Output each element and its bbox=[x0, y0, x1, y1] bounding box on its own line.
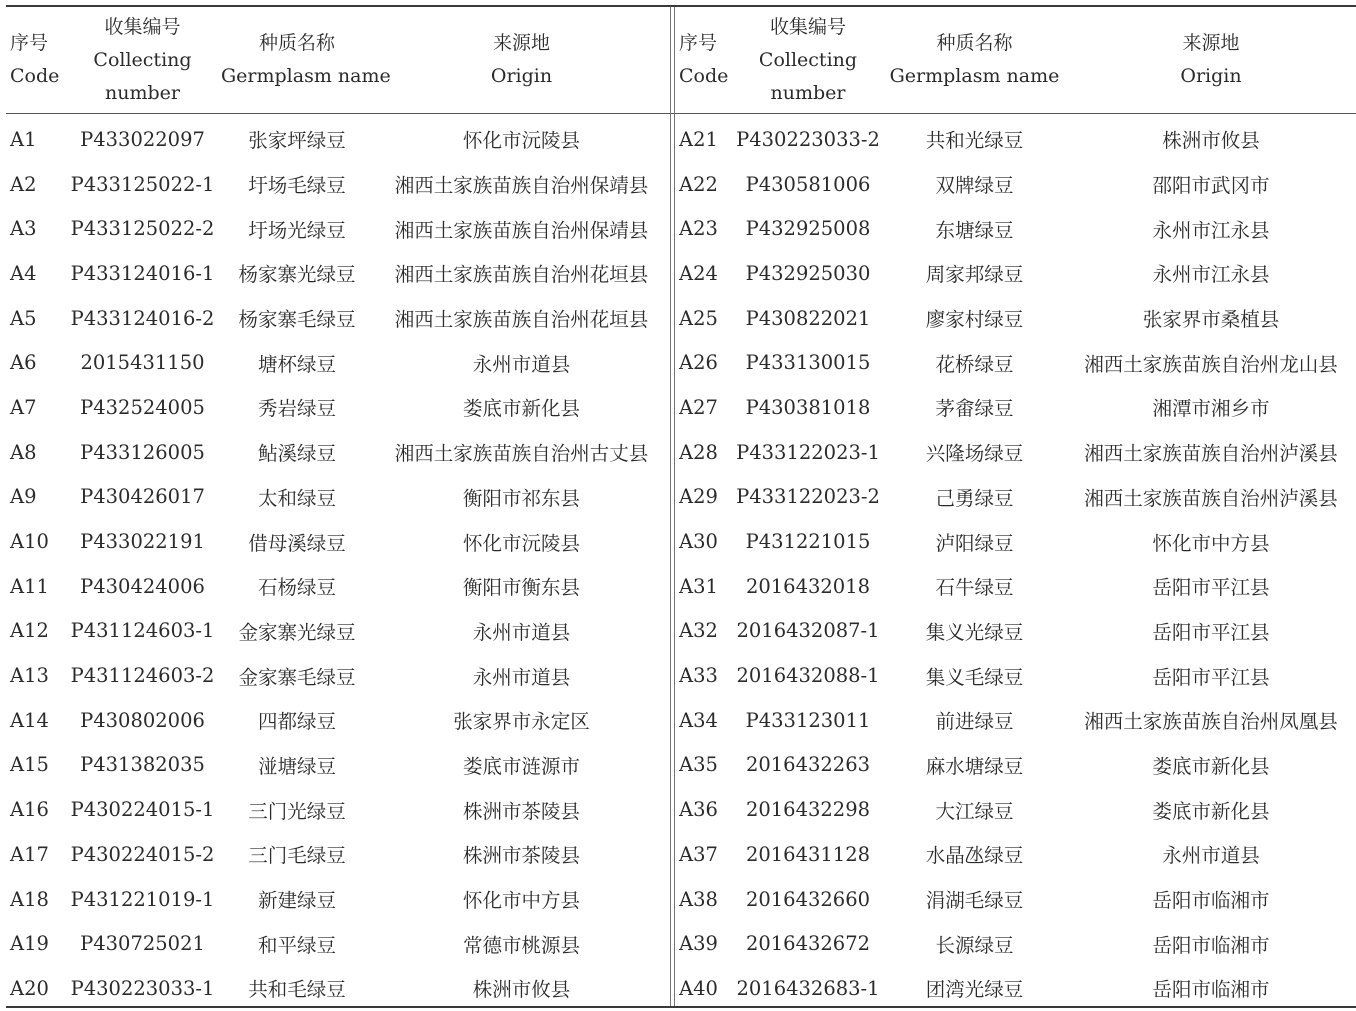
table-row bbox=[6, 251, 670, 296]
cell-collecting-number: 2016432660 bbox=[745, 887, 871, 911]
cell-germplasm-name: 张家坪绿豆 bbox=[248, 129, 346, 153]
header-germplasm-name: 种质名称 Germplasm name bbox=[889, 32, 1060, 87]
cell-origin: 岳阳市平江县 bbox=[1152, 576, 1270, 600]
cell-origin: 张家界市永定区 bbox=[453, 710, 590, 734]
cell-collecting-number: 2016432672 bbox=[745, 932, 871, 956]
cell-code: A32 bbox=[679, 619, 718, 643]
cell-origin: 湘西土家族苗族自治州泸溪县 bbox=[1084, 442, 1338, 466]
cell-code: A1 bbox=[10, 127, 37, 151]
cell-collecting-number: P431382035 bbox=[80, 753, 205, 777]
cell-code: A10 bbox=[10, 530, 49, 554]
cell-origin: 株洲市茶陵县 bbox=[462, 844, 580, 868]
table-row bbox=[6, 966, 670, 1011]
cell-collecting-number: P433125022-1 bbox=[70, 172, 215, 196]
table-row bbox=[6, 698, 670, 743]
cell-collecting-number: P433123011 bbox=[745, 708, 871, 732]
header-collecting-number: 收集编号 Collecting number bbox=[758, 15, 858, 104]
cell-collecting-number: P430381018 bbox=[745, 395, 871, 419]
table-row bbox=[6, 475, 670, 520]
cell-code: A40 bbox=[679, 976, 718, 1000]
cell-germplasm-name: 茅畬绿豆 bbox=[935, 397, 1014, 421]
cell-code: A14 bbox=[10, 708, 49, 732]
cell-code: A16 bbox=[10, 798, 49, 822]
table-row bbox=[675, 251, 1356, 296]
cell-germplasm-name: 新建绿豆 bbox=[257, 889, 336, 913]
table-row bbox=[675, 340, 1356, 385]
cell-code: A37 bbox=[679, 842, 718, 866]
table-row bbox=[6, 921, 670, 966]
header-code: 序号 Code bbox=[10, 32, 60, 87]
cell-collecting-number: P433022191 bbox=[80, 530, 205, 554]
table-row bbox=[6, 743, 670, 788]
cell-code: A18 bbox=[10, 887, 49, 911]
cell-origin: 株洲市攸县 bbox=[1162, 129, 1260, 153]
table-row bbox=[6, 877, 670, 922]
cell-collecting-number: P433124016-1 bbox=[70, 261, 215, 285]
table-row bbox=[6, 113, 670, 162]
cell-origin: 娄底市新化县 bbox=[1152, 799, 1270, 823]
cell-code: A25 bbox=[679, 306, 718, 330]
table-row bbox=[675, 743, 1356, 788]
table-row bbox=[6, 653, 670, 698]
cell-code: A9 bbox=[10, 485, 37, 509]
cell-code: A33 bbox=[679, 664, 718, 688]
table-row bbox=[675, 966, 1356, 1011]
cell-code: A4 bbox=[10, 261, 37, 285]
cell-germplasm-name: 东塘绿豆 bbox=[935, 218, 1014, 242]
cell-collecting-number: P432925030 bbox=[745, 261, 871, 285]
cell-origin: 怀化市中方县 bbox=[1152, 531, 1270, 555]
cell-collecting-number: P430224015-1 bbox=[70, 798, 215, 822]
cell-collecting-number: P431124603-2 bbox=[70, 664, 215, 688]
table-row bbox=[675, 564, 1356, 609]
cell-code: A19 bbox=[10, 932, 49, 956]
cell-germplasm-name: 双牌绿豆 bbox=[935, 174, 1014, 198]
header-origin: 来源地 Origin bbox=[490, 32, 553, 87]
cell-code: A7 bbox=[10, 395, 37, 419]
cell-code: A29 bbox=[679, 485, 718, 509]
cell-germplasm-name: 太和绿豆 bbox=[257, 486, 336, 510]
cell-germplasm-name: 圩场毛绿豆 bbox=[248, 174, 346, 198]
cell-collecting-number: 2016432683-1 bbox=[736, 976, 880, 1000]
table-row bbox=[675, 921, 1356, 966]
cell-origin: 湘西土家族苗族自治州花垣县 bbox=[394, 308, 649, 332]
cell-germplasm-name: 花桥绿豆 bbox=[935, 352, 1014, 376]
cell-origin: 永州市道县 bbox=[472, 352, 571, 376]
cell-collecting-number: P433124016-2 bbox=[70, 306, 215, 330]
cell-germplasm-name: 湴塘绿豆 bbox=[257, 754, 336, 778]
table-row bbox=[675, 653, 1356, 698]
cell-germplasm-name: 涓湖毛绿豆 bbox=[925, 889, 1024, 913]
table-row bbox=[675, 787, 1356, 832]
table-row bbox=[6, 340, 670, 385]
table-row bbox=[6, 385, 670, 430]
cell-germplasm-name: 兴隆场绿豆 bbox=[925, 442, 1024, 466]
cell-collecting-number: P431124603-1 bbox=[70, 619, 215, 643]
table-row bbox=[675, 832, 1356, 877]
cell-germplasm-name: 石杨绿豆 bbox=[257, 576, 336, 600]
cell-germplasm-name: 石牛绿豆 bbox=[935, 576, 1014, 600]
cell-origin: 娄底市新化县 bbox=[1152, 754, 1270, 778]
cell-collecting-number: 2016432263 bbox=[745, 753, 871, 777]
header-collecting-number: 收集编号 Collecting number bbox=[93, 15, 192, 104]
cell-germplasm-name: 己勇绿豆 bbox=[935, 486, 1014, 510]
table-row bbox=[6, 832, 670, 877]
cell-germplasm-name: 共和光绿豆 bbox=[925, 129, 1024, 153]
cell-germplasm-name: 秀岩绿豆 bbox=[257, 397, 336, 421]
table-row bbox=[6, 206, 670, 251]
cell-collecting-number: P430424006 bbox=[80, 574, 205, 598]
cell-collecting-number: P430581006 bbox=[745, 172, 871, 196]
cell-code: A31 bbox=[679, 574, 718, 598]
cell-code: A36 bbox=[679, 798, 718, 822]
cell-origin: 株洲市攸县 bbox=[472, 978, 571, 1002]
cell-origin: 娄底市新化县 bbox=[462, 397, 580, 421]
table-body-right bbox=[675, 113, 1356, 1011]
cell-code: A2 bbox=[10, 172, 37, 196]
cell-code: A15 bbox=[10, 753, 49, 777]
cell-collecting-number: P433022097 bbox=[80, 127, 205, 151]
cell-origin: 永州市道县 bbox=[1162, 844, 1260, 868]
table-row bbox=[6, 564, 670, 609]
cell-code: A8 bbox=[10, 440, 37, 464]
cell-code: A24 bbox=[679, 261, 718, 285]
cell-origin: 娄底市涟源市 bbox=[462, 754, 580, 778]
table-row bbox=[675, 206, 1356, 251]
germplasm-table-right bbox=[675, 7, 1356, 1011]
cell-origin: 永州市道县 bbox=[472, 665, 571, 689]
cell-germplasm-name: 大江绿豆 bbox=[935, 799, 1014, 823]
cell-origin: 邵阳市武冈市 bbox=[1152, 174, 1270, 198]
cell-origin: 张家界市桑植县 bbox=[1142, 308, 1280, 332]
cell-code: A12 bbox=[10, 619, 49, 643]
cell-collecting-number: P431221019-1 bbox=[70, 887, 215, 911]
cell-origin: 株洲市茶陵县 bbox=[462, 799, 580, 823]
cell-origin: 湘西土家族苗族自治州花垣县 bbox=[394, 263, 649, 287]
cell-origin: 岳阳市临湘市 bbox=[1152, 978, 1270, 1002]
cell-collecting-number: P430822021 bbox=[745, 306, 871, 330]
cell-collecting-number: P433122023-2 bbox=[736, 485, 880, 509]
cell-origin: 湘潭市湘乡市 bbox=[1152, 397, 1270, 421]
cell-origin: 怀化市沅陵县 bbox=[462, 531, 580, 555]
cell-collecting-number: P433122023-1 bbox=[736, 440, 880, 464]
cell-origin: 湘西土家族苗族自治州古丈县 bbox=[394, 442, 649, 466]
cell-germplasm-name: 长源绿豆 bbox=[935, 933, 1014, 957]
table-row bbox=[6, 609, 670, 654]
cell-germplasm-name: 前进绿豆 bbox=[935, 710, 1014, 734]
cell-germplasm-name: 廖家村绿豆 bbox=[925, 308, 1024, 332]
table-header-row bbox=[675, 7, 1356, 113]
cell-germplasm-name: 金家寨光绿豆 bbox=[238, 620, 356, 644]
cell-collecting-number: 2016432018 bbox=[745, 574, 871, 598]
cell-collecting-number: P433130015 bbox=[745, 351, 871, 375]
cell-origin: 岳阳市平江县 bbox=[1152, 620, 1270, 644]
cell-germplasm-name: 杨家寨毛绿豆 bbox=[238, 308, 356, 332]
cell-origin: 永州市江永县 bbox=[1152, 218, 1270, 242]
cell-collecting-number: 2015431150 bbox=[80, 351, 205, 375]
header-origin: 来源地 Origin bbox=[1180, 32, 1242, 87]
cell-germplasm-name: 和平绿豆 bbox=[257, 933, 336, 957]
cell-origin: 衡阳市衡东县 bbox=[462, 576, 580, 600]
table-row bbox=[675, 475, 1356, 520]
cell-origin: 湘西土家族苗族自治州保靖县 bbox=[394, 218, 649, 242]
table-row bbox=[675, 385, 1356, 430]
cell-code: A28 bbox=[679, 440, 718, 464]
cell-origin: 湘西土家族苗族自治州保靖县 bbox=[394, 174, 649, 198]
column-divider bbox=[670, 7, 671, 1006]
cell-germplasm-name: 集义光绿豆 bbox=[925, 620, 1024, 644]
cell-origin: 湘西土家族苗族自治州泸溪县 bbox=[1084, 486, 1338, 510]
cell-code: A23 bbox=[679, 217, 718, 241]
cell-collecting-number: P430224015-2 bbox=[70, 842, 215, 866]
cell-origin: 湘西土家族苗族自治州凤凰县 bbox=[1084, 710, 1338, 734]
cell-origin: 常德市桃源县 bbox=[462, 933, 580, 957]
table-left-half bbox=[6, 7, 670, 1011]
cell-collecting-number: 2016431128 bbox=[745, 842, 871, 866]
cell-collecting-number: 2016432298 bbox=[745, 798, 871, 822]
cell-germplasm-name: 鲇溪绿豆 bbox=[257, 442, 336, 466]
cell-code: A6 bbox=[10, 351, 37, 375]
cell-origin: 永州市江永县 bbox=[1152, 263, 1270, 287]
cell-code: A34 bbox=[679, 708, 718, 732]
cell-germplasm-name: 四都绿豆 bbox=[257, 710, 336, 734]
cell-collecting-number: P430223033-2 bbox=[736, 127, 880, 151]
cell-collecting-number: P430725021 bbox=[80, 932, 205, 956]
cell-germplasm-name: 金家寨毛绿豆 bbox=[238, 665, 356, 689]
table-row bbox=[675, 113, 1356, 162]
cell-origin: 怀化市中方县 bbox=[462, 889, 580, 913]
cell-code: A26 bbox=[679, 351, 718, 375]
cell-code: A38 bbox=[679, 887, 718, 911]
cell-germplasm-name: 麻水塘绿豆 bbox=[925, 754, 1024, 778]
table-row bbox=[6, 162, 670, 207]
table-row bbox=[675, 609, 1356, 654]
table-right-half bbox=[675, 7, 1356, 1011]
table-row bbox=[6, 430, 670, 475]
table-row bbox=[6, 519, 670, 564]
cell-collecting-number: P431221015 bbox=[745, 530, 871, 554]
germplasm-table-left bbox=[6, 7, 670, 1011]
cell-germplasm-name: 借母溪绿豆 bbox=[248, 531, 346, 555]
cell-origin: 永州市道县 bbox=[472, 620, 571, 644]
cell-collecting-number: P432524005 bbox=[80, 395, 205, 419]
table-header-row bbox=[6, 7, 670, 113]
cell-germplasm-name: 塘杯绿豆 bbox=[257, 352, 336, 376]
cell-origin: 湘西土家族苗族自治州龙山县 bbox=[1084, 352, 1338, 376]
cell-code: A30 bbox=[679, 530, 718, 554]
table-row bbox=[6, 296, 670, 341]
cell-germplasm-name: 圩场光绿豆 bbox=[248, 218, 346, 242]
cell-origin: 岳阳市临湘市 bbox=[1152, 933, 1270, 957]
cell-code: A17 bbox=[10, 842, 49, 866]
cell-collecting-number: P430802006 bbox=[80, 708, 205, 732]
cell-germplasm-name: 杨家寨光绿豆 bbox=[238, 263, 356, 287]
cell-code: A27 bbox=[679, 395, 718, 419]
cell-code: A5 bbox=[10, 306, 37, 330]
cell-collecting-number: P433126005 bbox=[80, 440, 205, 464]
cell-collecting-number: 2016432088-1 bbox=[736, 664, 880, 688]
cell-germplasm-name: 共和毛绿豆 bbox=[248, 978, 346, 1002]
table-row bbox=[6, 787, 670, 832]
cell-code: A11 bbox=[10, 574, 49, 598]
cell-collecting-number: P433125022-2 bbox=[70, 217, 215, 241]
cell-germplasm-name: 三门毛绿豆 bbox=[248, 844, 346, 868]
cell-origin: 岳阳市临湘市 bbox=[1152, 889, 1270, 913]
table-row bbox=[675, 162, 1356, 207]
cell-germplasm-name: 集义毛绿豆 bbox=[925, 665, 1024, 689]
cell-germplasm-name: 三门光绿豆 bbox=[248, 799, 346, 823]
cell-germplasm-name: 水晶氹绿豆 bbox=[925, 844, 1024, 868]
cell-origin: 岳阳市平江县 bbox=[1152, 665, 1270, 689]
header-germplasm-name: 种质名称 Germplasm name bbox=[221, 32, 391, 87]
cell-code: A21 bbox=[679, 127, 718, 151]
cell-collecting-number: P432925008 bbox=[745, 217, 871, 241]
table-row bbox=[675, 877, 1356, 922]
cell-collecting-number: P430426017 bbox=[80, 485, 205, 509]
table-row bbox=[675, 430, 1356, 475]
cell-origin: 怀化市沅陵县 bbox=[462, 129, 580, 153]
cell-code: A13 bbox=[10, 664, 49, 688]
cell-germplasm-name: 周家邦绿豆 bbox=[925, 263, 1024, 287]
cell-collecting-number: P430223033-1 bbox=[70, 976, 215, 1000]
table-row bbox=[675, 519, 1356, 564]
cell-origin: 衡阳市祁东县 bbox=[462, 486, 580, 510]
cell-germplasm-name: 团湾光绿豆 bbox=[925, 978, 1024, 1002]
cell-code: A20 bbox=[10, 976, 49, 1000]
table-row bbox=[675, 698, 1356, 743]
cell-collecting-number: 2016432087-1 bbox=[736, 619, 880, 643]
cell-germplasm-name: 泸阳绿豆 bbox=[935, 531, 1014, 555]
table-body-left bbox=[6, 113, 670, 1011]
cell-code: A3 bbox=[10, 217, 37, 241]
cell-code: A22 bbox=[679, 172, 718, 196]
cell-code: A39 bbox=[679, 932, 718, 956]
header-code: 序号 Code bbox=[679, 32, 729, 87]
cell-code: A35 bbox=[679, 753, 718, 777]
table-row bbox=[675, 296, 1356, 341]
